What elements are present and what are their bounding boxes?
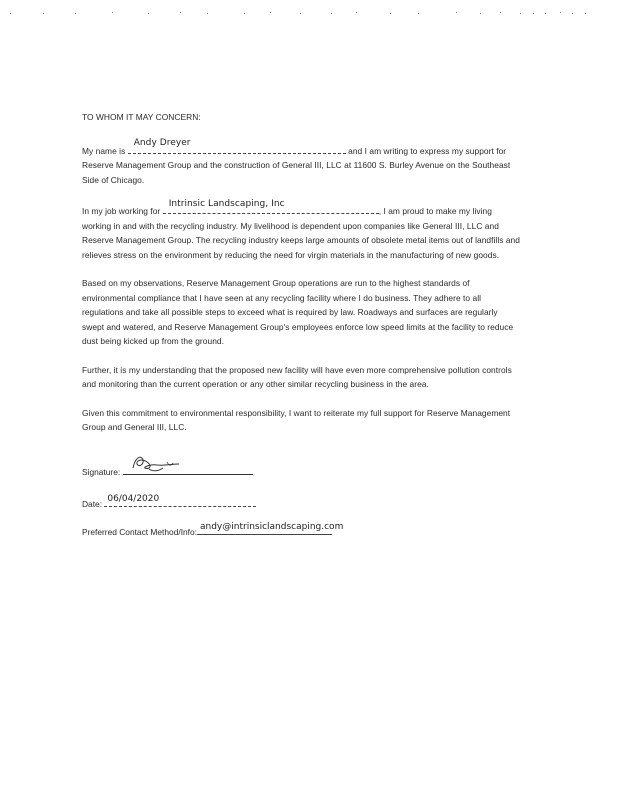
paragraph-employer — [82, 198, 522, 262]
handwritten-date: 06/04/2020 — [107, 494, 160, 504]
contact-label: Preferred Contact Method/Info: — [82, 527, 197, 537]
name-suffix: and I am writing to express my support for Reserve Management Group and the construction of General III, LLC at 11600 S. Burley Avenue on the Southeast Side of Chicago. — [82, 145, 511, 185]
signature-row — [82, 462, 253, 477]
signature-image — [127, 452, 197, 474]
paragraph-commitment: Given this commitment to environmental responsibility, I want to reiterate my full support for Reserve Management Group and General III, LLC. — [82, 407, 511, 432]
date-row — [82, 494, 256, 509]
name-prefix: My name is — [82, 145, 126, 156]
paragraph-further: Further, it is my understanding that the proposed new facility will have even more comprehensive pollution controls and monitoring than the current operation or any other similar recycling business in the area. — [82, 364, 512, 389]
signature-label: Signature: — [82, 467, 121, 477]
handwritten-name: Andy Dreyer — [133, 138, 191, 148]
contact-row — [82, 522, 344, 537]
handwritten-employer: Intrinsic Landscaping, Inc — [168, 198, 285, 209]
employer-prefix: In my job working for — [82, 206, 161, 216]
employer-field — [163, 198, 379, 214]
paragraph-observations: Based on my observations, Reserve Management Group operations are run to the highest standards of environmental compliance that I have seen at any recycling facility where I do business. They adhere to all regulations and take all possible steps to exceed what is required by law. Roadways and surfaces are regularly swept and watered, and Reserve Management Group's employees enforce low speed limits at the facility to reduce dust being kicked up from the ground. — [82, 278, 514, 346]
handwritten-contact: andy@intrinsiclandscaping.com — [200, 522, 344, 532]
name-field — [128, 138, 346, 154]
date-label: Date: — [82, 499, 103, 509]
paragraph-name — [82, 138, 522, 188]
employer-suffix: , I am proud to make my living working in and with the recycling industry. My livelihood is dependent upon companies like General III, LLC and Reserve Management Group. The recycling industry keeps large amounts of obsolete metal items out of landfills and relieves stress on the environment by reducing the need for virgin materials in the manufacturing of new goods. — [82, 206, 520, 260]
date-field — [104, 494, 256, 507]
letter-body — [82, 110, 522, 449]
contact-field — [197, 522, 344, 535]
scan-header-noise — [0, 0, 618, 22]
salutation: TO WHOM IT MAY CONCERN: — [82, 112, 201, 122]
signature-line — [123, 462, 253, 475]
